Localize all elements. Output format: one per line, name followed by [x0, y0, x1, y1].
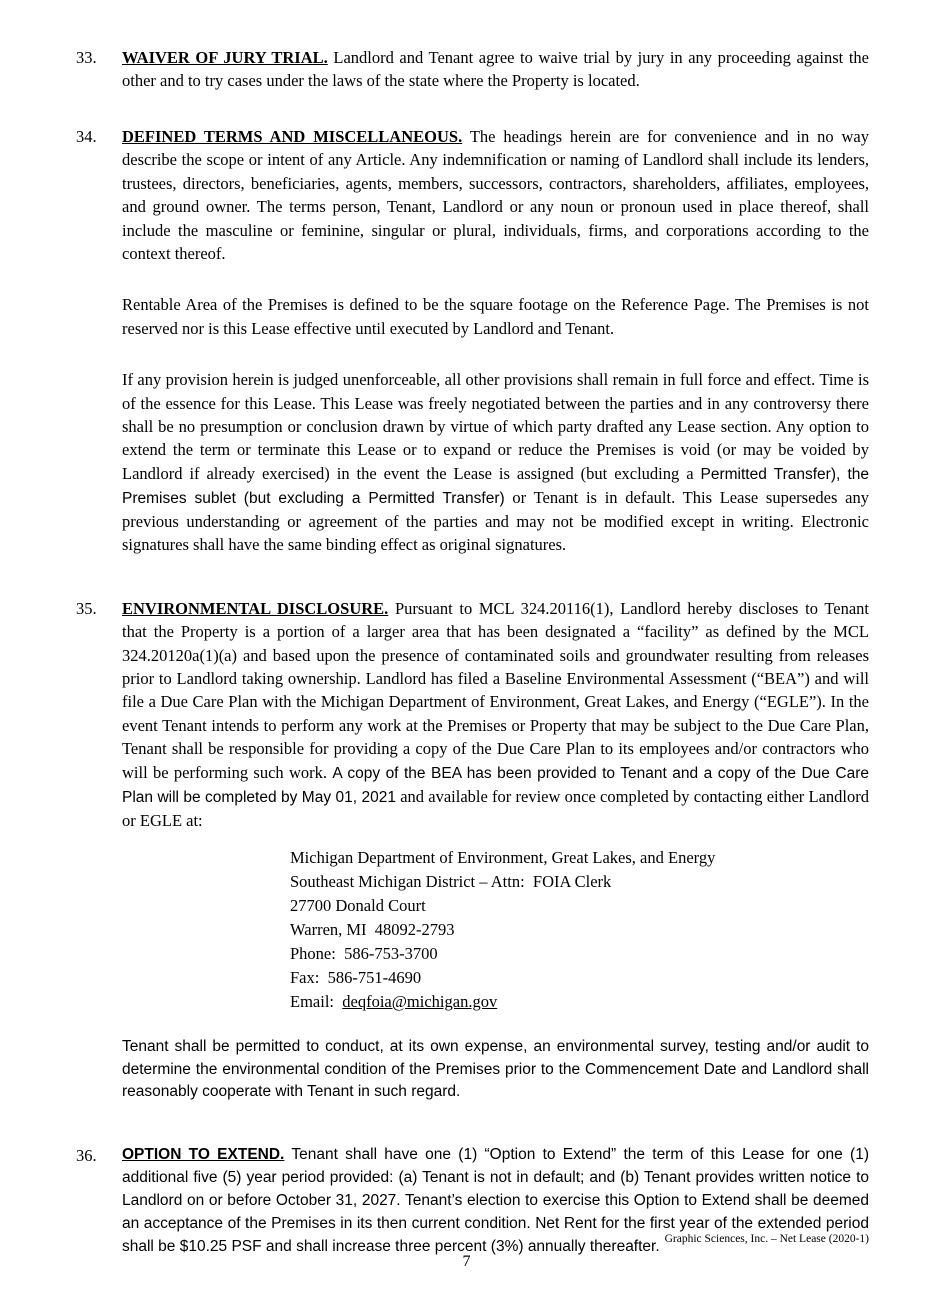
email-label: Email: — [290, 991, 343, 1011]
clause-text-part-b: A copy of the BEA has been provided to Tenant and a copy of the Due Care Plan will be completed by May 01, 2021 — [122, 764, 870, 806]
spacer — [76, 1122, 869, 1144]
clause-paragraph-3 — [122, 368, 869, 557]
clause-number: 35. — [76, 598, 97, 618]
clause-number: 36. — [76, 1146, 97, 1166]
clause-paragraph-2: Rentable Area of the Premises is defined to be the square footage on the Reference Page. The Premises is not reserved nor is this Lease effective until executed by Landlord and Tenant. — [122, 295, 869, 338]
clause-body — [122, 125, 869, 557]
fax-line: Fax: 586-751-4690 — [290, 967, 422, 987]
address-line: Southeast Michigan District – Attn: FOIA Clerk — [290, 872, 612, 892]
page-number: 7 — [462, 1253, 471, 1271]
address-line: 27700 Donald Court — [290, 895, 426, 915]
clause-number: 34. — [76, 126, 97, 146]
clause-heading: DEFINED TERMS AND MISCELLANEOUS. — [122, 126, 463, 146]
clause-paragraph — [122, 125, 869, 266]
clause-text-part-a: Pursuant to MCL 324.20116(1), Landlord hereby discloses to Tenant that the Property is a portion of a larger area that has been designated a “facility” as defined by the MCL 324.20120a(1)(a) and based upon the presence of contaminated soils and groundwater resulting from releases prior to Landlord taking ownership. Landlord has filed a Baseline Environmental Assessment (“BEA”) and will file a Due Care Plan with the Michigan Department of Environment, Great Lakes, and Energy (“EGLE”). In the event Tenant intends to perform any work at the Premises or Property that may be subject to the Due Care Plan, Tenant shall be responsible for providing a copy of the Due Care Plan to its employees and/or contractors who will be performing such work. — [122, 598, 869, 782]
clause-text-part-b: Permitted Transfer), the Premises sublet (but excluding a Permitted Transfer) — [122, 465, 869, 507]
clause-heading: OPTION TO EXTEND. — [122, 1146, 285, 1164]
clause-heading: ENVIRONMENTAL DISCLOSURE. — [122, 598, 389, 618]
spacer — [76, 111, 869, 125]
clause-number: 33. — [76, 48, 97, 67]
clause-text: The headings herein are for convenience and in no way describe the scope or intent of any Article. Any indemnification or naming of Landlord shall include its lenders, trustees, directors, beneficiaries, agents, members, successors, contractors, shareholders, affiliates, employees, and ground owner. The terms person, Tenant, Landlord or any noun or pronoun used in place thereof, shall include the masculine or feminine, singular or plural, individuals, firms, and corporations according to the context thereof. — [122, 126, 870, 263]
clause-body — [122, 46, 869, 93]
clause-34 — [76, 125, 869, 557]
address-line: Michigan Department of Environment, Great Lakes, and Energy — [290, 848, 716, 868]
clause-text-part-c: and available for review once completed by contacting either Landlord or EGLE at: — [122, 786, 869, 830]
clause-35 — [76, 597, 869, 1105]
email-line — [290, 990, 869, 1014]
clause-33 — [76, 46, 869, 93]
address-line: Warren, MI 48092-2793 — [290, 919, 455, 939]
egle-contact-address — [290, 846, 869, 1013]
clause-heading: WAIVER OF JURY TRIAL. — [122, 48, 328, 67]
clause-closing-paragraph: Tenant shall be permitted to conduct, at its own expense, an environmental survey, testing and/or audit to determine the environmental condition of the Premises prior to the Commencement Date and Landlord shall reasonably cooperate with Tenant in such regard. — [122, 1037, 869, 1101]
email-link[interactable]: deqfoia@michigan.gov — [342, 991, 498, 1011]
clause-text-part-a: If any provision herein is judged unenforceable, all other provisions shall remain in full force and effect. Time is of the essence for this Lease. This Lease was freely negotiated between the parties and in any controversy there shall be no presumption or conclusion drawn by virtue of which party drafted any Lease section. Any option to extend the term or terminate this Lease or to expand or reduce the Premises is void (or may be voided by Landlord if already exercised) in the event the Lease is assigned (but excluding a — [122, 370, 869, 483]
phone-line: Phone: 586-753-3700 — [290, 943, 438, 963]
clause-text: Landlord and Tenant agree to waive trial by jury in any proceeding against the other and to try cases under the laws of the state where the Property is located. — [122, 48, 869, 91]
clause-paragraph — [122, 46, 869, 93]
spacer — [122, 354, 869, 368]
clause-text-part-c: or Tenant is in default. This Lease supersedes any previous understanding or agreement of the parties and may not be modified except in writing. Electronic signatures shall have the same binding effect as original signatures. — [122, 487, 869, 555]
spacer — [122, 279, 869, 293]
clause-text: Tenant shall have one (1) “Option to Extend” the term of this Lease for one (1) additional five (5) year period provided: (a) Tenant is not in default; and (b) Tenant provides written notice to Landlord on or before October 31, 2027. Tenant’s election to exercise this Option to Extend shall be deemed an acceptance of the Premises in its then current condition. Net Rent for the first year of the extended period shall be $10.25 PSF and shall increase three percent (3%) annually thereafter. — [122, 1146, 869, 1256]
spacer — [122, 1014, 869, 1036]
clause-paragraph — [122, 597, 869, 832]
footer-note: Graphic Sciences, Inc. – Net Lease (2020-1) — [664, 1233, 869, 1246]
clause-body — [122, 597, 869, 1105]
spacer — [76, 575, 869, 597]
